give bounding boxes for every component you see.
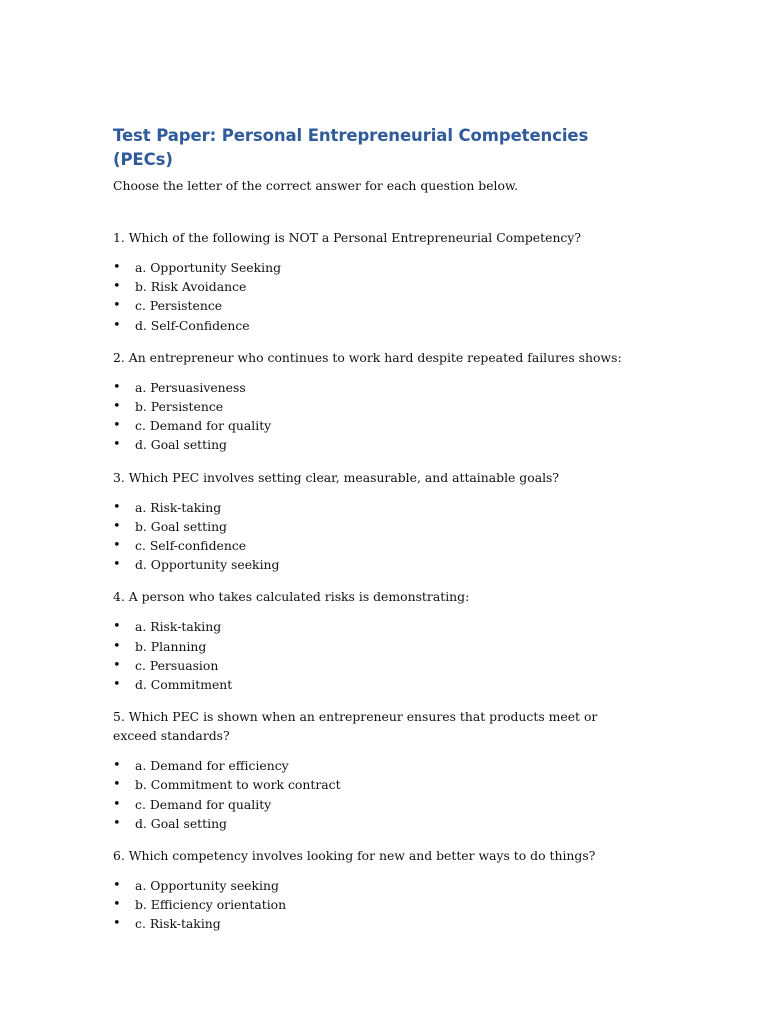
option-item xyxy=(113,814,633,833)
bullet-icon: • xyxy=(113,878,121,894)
option-label: a. Persuasiveness xyxy=(135,379,246,395)
option-label: c. Persuasion xyxy=(135,657,219,673)
bullet-icon: • xyxy=(113,418,121,434)
question-5 xyxy=(113,707,633,833)
option-list xyxy=(113,498,633,575)
bullet-icon: • xyxy=(113,317,121,333)
bullet-icon: • xyxy=(113,279,121,295)
bullet-icon: • xyxy=(113,499,121,515)
option-item xyxy=(113,296,633,315)
bullet-icon: • xyxy=(113,815,121,831)
bullet-icon: • xyxy=(113,677,121,693)
option-label: a. Demand for efficiency xyxy=(135,758,289,774)
option-item xyxy=(113,397,633,416)
option-item xyxy=(113,316,633,335)
question-text: 3. Which PEC involves setting clear, measurable, and attainable goals? xyxy=(113,469,560,485)
option-list xyxy=(113,378,633,455)
option-label: b. Efficiency orientation xyxy=(135,897,287,913)
option-item xyxy=(113,536,633,555)
bullet-icon: • xyxy=(113,557,121,573)
question-text: 1. Which of the following is NOT a Personal Entrepreneurial Competency? xyxy=(113,230,582,245)
option-item xyxy=(113,675,633,694)
option-list xyxy=(113,756,633,833)
option-label: c. Persistence xyxy=(135,298,223,314)
option-label: a. Opportunity seeking xyxy=(135,878,279,894)
question-1 xyxy=(113,228,633,335)
option-label: d. Self-Confidence xyxy=(135,317,250,333)
bullet-icon: • xyxy=(113,916,121,932)
option-label: c. Self-confidence xyxy=(135,538,247,554)
option-label: a. Risk-taking xyxy=(135,619,222,635)
option-label: c. Demand for quality xyxy=(135,796,272,812)
document-title: Test Paper: Personal Entrepreneurial Competencies (PECs) xyxy=(113,126,589,169)
bullet-icon: • xyxy=(113,619,121,635)
bullet-icon: • xyxy=(113,518,121,534)
question-text: 6. Which competency involves looking for new and better ways to do things? xyxy=(113,848,596,864)
option-label: c. Risk-taking xyxy=(135,916,221,932)
question-list xyxy=(113,228,633,934)
bullet-icon: • xyxy=(113,260,121,275)
option-item xyxy=(113,517,633,536)
option-item xyxy=(113,435,633,454)
bullet-icon: • xyxy=(113,399,121,415)
option-item xyxy=(113,756,633,775)
option-list xyxy=(113,258,633,335)
option-label: d. Goal setting xyxy=(135,815,227,831)
option-item xyxy=(113,914,633,933)
question-3 xyxy=(113,468,633,575)
option-label: c. Demand for quality xyxy=(135,418,272,434)
question-6 xyxy=(113,846,633,934)
bullet-icon: • xyxy=(113,298,121,314)
option-item xyxy=(113,617,633,636)
option-label: a. Risk-taking xyxy=(135,499,222,515)
option-item xyxy=(113,277,633,296)
option-item xyxy=(113,895,633,914)
option-item xyxy=(113,637,633,656)
question-4 xyxy=(113,587,633,694)
option-label: d. Opportunity seeking xyxy=(135,557,280,573)
document-content xyxy=(113,124,633,947)
question-text: 5. Which PEC is shown when an entrepreneur ensures that products meet or exceed standards? xyxy=(113,709,598,744)
bullet-icon: • xyxy=(113,379,121,395)
option-label: b. Planning xyxy=(135,638,207,654)
option-item xyxy=(113,795,633,814)
bullet-icon: • xyxy=(113,657,121,673)
option-label: a. Opportunity Seeking xyxy=(135,260,282,275)
option-list xyxy=(113,876,633,934)
bullet-icon: • xyxy=(113,758,121,774)
question-text: 4. A person who takes calculated risks is demonstrating: xyxy=(113,589,470,605)
option-label: b. Goal setting xyxy=(135,518,227,534)
bullet-icon: • xyxy=(113,777,121,793)
bullet-icon: • xyxy=(113,538,121,554)
option-label: b. Persistence xyxy=(135,399,224,415)
option-item xyxy=(113,656,633,675)
option-item xyxy=(113,498,633,517)
option-item xyxy=(113,378,633,397)
option-item xyxy=(113,416,633,435)
option-item xyxy=(113,876,633,895)
option-item xyxy=(113,258,633,277)
bullet-icon: • xyxy=(113,796,121,812)
question-text: 2. An entrepreneur who continues to work hard despite repeated failures shows: xyxy=(113,349,622,365)
instructions-text: Choose the letter of the correct answer for each question below. xyxy=(113,178,519,193)
option-item xyxy=(113,775,633,794)
bullet-icon: • xyxy=(113,437,121,453)
option-label: d. Goal setting xyxy=(135,437,227,453)
option-label: b. Commitment to work contract xyxy=(135,777,341,793)
option-label: b. Risk Avoidance xyxy=(135,279,247,295)
question-2 xyxy=(113,348,633,455)
option-label: d. Commitment xyxy=(135,677,233,693)
option-list xyxy=(113,617,633,694)
bullet-icon: • xyxy=(113,638,121,654)
bullet-icon: • xyxy=(113,897,121,913)
option-item xyxy=(113,555,633,574)
